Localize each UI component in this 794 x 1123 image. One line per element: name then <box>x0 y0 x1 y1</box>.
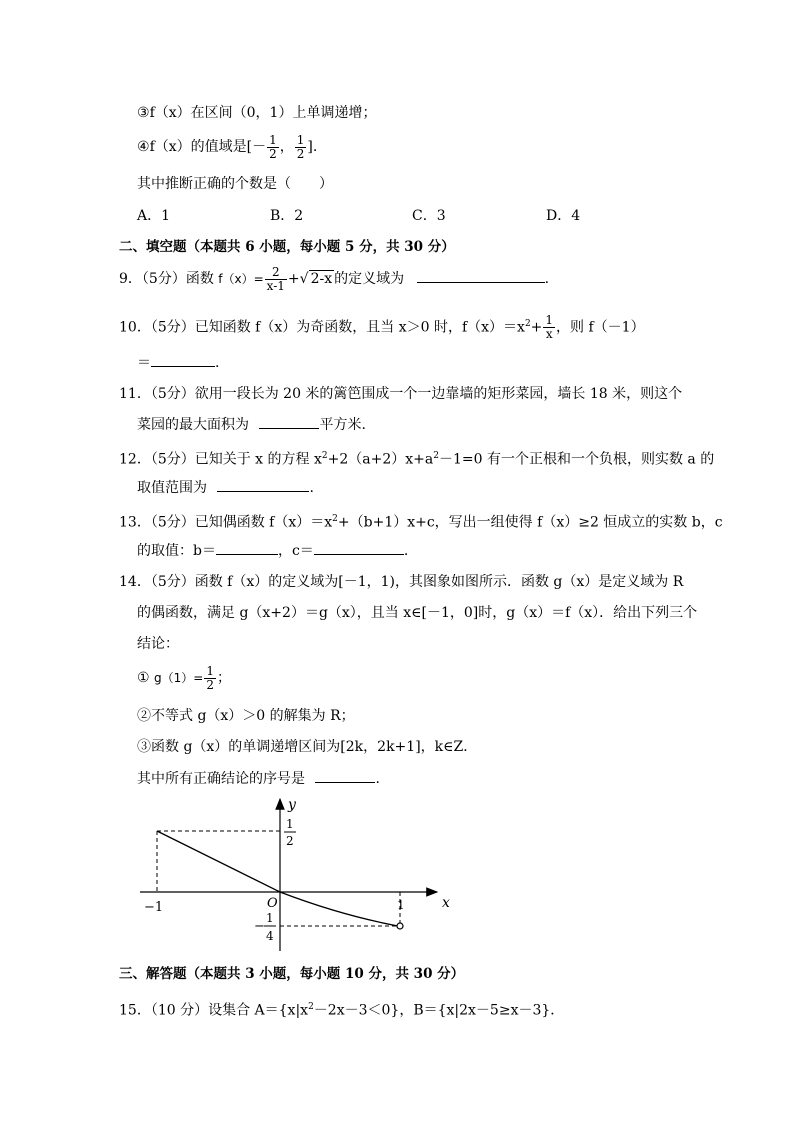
q13-line2: 的取值：b＝ ，c＝ . <box>137 540 408 561</box>
q8-option-b: B．2 <box>270 208 304 224</box>
q14-conclusion-1: ① g（1）= $\frac{1}{2}$ ； <box>137 663 231 692</box>
answer-blank[interactable] <box>417 268 545 283</box>
q12-line2: 取值范围为 . <box>137 477 314 498</box>
y-axis-label: y <box>288 797 296 813</box>
q13-line1: 13．（5分）已知偶函数 $f(x)=x^2+(b+1)x+c$，写出一组使得 f（x）≥2 恒成立的实数 b，c <box>119 514 723 531</box>
q14-question: 其中所有正确结论的序号是 . <box>137 768 380 789</box>
q8-question: 其中推断正确的个数是（ ） <box>137 176 333 192</box>
q14-conclusion-2: ②不等式 g（x）＞0 的解集为 R； <box>137 708 355 724</box>
fraction: $\frac{2}{x-1}$ <box>266 264 285 293</box>
q9: 9．（5分）函数 f（x）= $\frac{2}{x-1}$ +√ 2-x 的定义域为 . <box>119 264 550 293</box>
q11-line2: 菜园的最大面积为 平方米. <box>137 414 366 435</box>
tick-label-half-num: 1 <box>286 817 294 831</box>
q8-item-3 <box>137 103 376 123</box>
section-heading-solutions: 三、解答题（本题共 3 小题，每小题 10 分，共 30 分） <box>119 966 465 982</box>
origin-label: O <box>267 896 278 911</box>
answer-blank[interactable] <box>259 414 319 429</box>
answer-blank[interactable] <box>151 352 215 367</box>
function-curve <box>157 831 398 926</box>
item-number: ③ <box>137 105 150 121</box>
q8-option-a: A．1 <box>137 208 171 224</box>
item-text: f（x）在区间（0，1）上单调递增； <box>149 105 377 121</box>
item-text: f（x）的值域是[－ <box>149 139 267 155</box>
q10-line2: ＝ . <box>137 352 219 373</box>
fraction: $\frac{1}{x}$ <box>545 313 554 342</box>
tick-label-half-den: 2 <box>286 834 294 848</box>
q14-line3: 结论： <box>137 636 179 652</box>
answer-blank-b[interactable] <box>216 540 278 555</box>
q14-line2: 的偶函数，满足 g（x+2）＝g（x），且当 x∈[－1，0]时，g（x）＝f（x）．给出下列三个 <box>137 605 698 621</box>
q11-line1: 11．（5分）欲用一段长为 20 米的篱笆围成一个一边靠墙的矩形菜园，墙长 18 米，则这个 <box>119 386 683 402</box>
section-heading-fill-in: 二、填空题（本题共 6 小题，每小题 5 分，共 30 分） <box>119 239 455 255</box>
q12-line1: 12．（5分）已知关于 x 的方程 $x^2+2(a+2)x+a^2-1=0$ 有一个正根和一个负根，则实数 a 的 <box>119 451 715 468</box>
tick-label-pos1: 1 <box>397 898 405 912</box>
function-graph <box>130 795 470 955</box>
answer-blank-c[interactable] <box>314 540 404 555</box>
q8-option-c: C．3 <box>412 208 446 224</box>
fraction: $\frac{1}{2}$ <box>206 663 214 692</box>
q10: 10．（5分）已知函数 f（x）为奇函数，且当 x＞0 时，$f(x)=x^2+$ $\frac{1}{x}$ ，则 f（－1） <box>119 313 645 342</box>
tick-label-quarter-sign: − <box>254 919 265 934</box>
tick-label-neg1: −1 <box>144 900 164 915</box>
q15: 15．（10 分）设集合 $A=\{x|x^2-2x-3<0\}$，B＝{x|2x－5≥x－3}． <box>119 1002 565 1019</box>
q14-line1: 14．（5分）函数 f（x）的定义域为[－1，1)，其图象如图所示．函数 g（x）是定义域为 R <box>119 574 684 590</box>
answer-blank[interactable] <box>217 477 309 492</box>
item-number: ④ <box>137 139 150 155</box>
tick-label-quarter-den: 4 <box>266 929 274 943</box>
fraction: $\frac{1}{2}$ <box>296 132 305 161</box>
answer-blank[interactable] <box>315 768 375 783</box>
open-endpoint <box>397 923 403 929</box>
q14-conclusion-3: ③函数 g（x）的单调递增区间为[2k，2k+1]，k∈Z． <box>137 739 478 755</box>
q8-option-d: D．4 <box>546 208 581 224</box>
x-axis-label: x <box>442 895 450 911</box>
tick-label-quarter-num: 1 <box>266 911 274 925</box>
q8-item-4: ④f（x）的值域是[－ $\frac{1}{2}$ ， $\frac{1}{2}$ ]. <box>137 132 318 161</box>
fraction: $\frac{1}{2}$ <box>269 132 277 161</box>
